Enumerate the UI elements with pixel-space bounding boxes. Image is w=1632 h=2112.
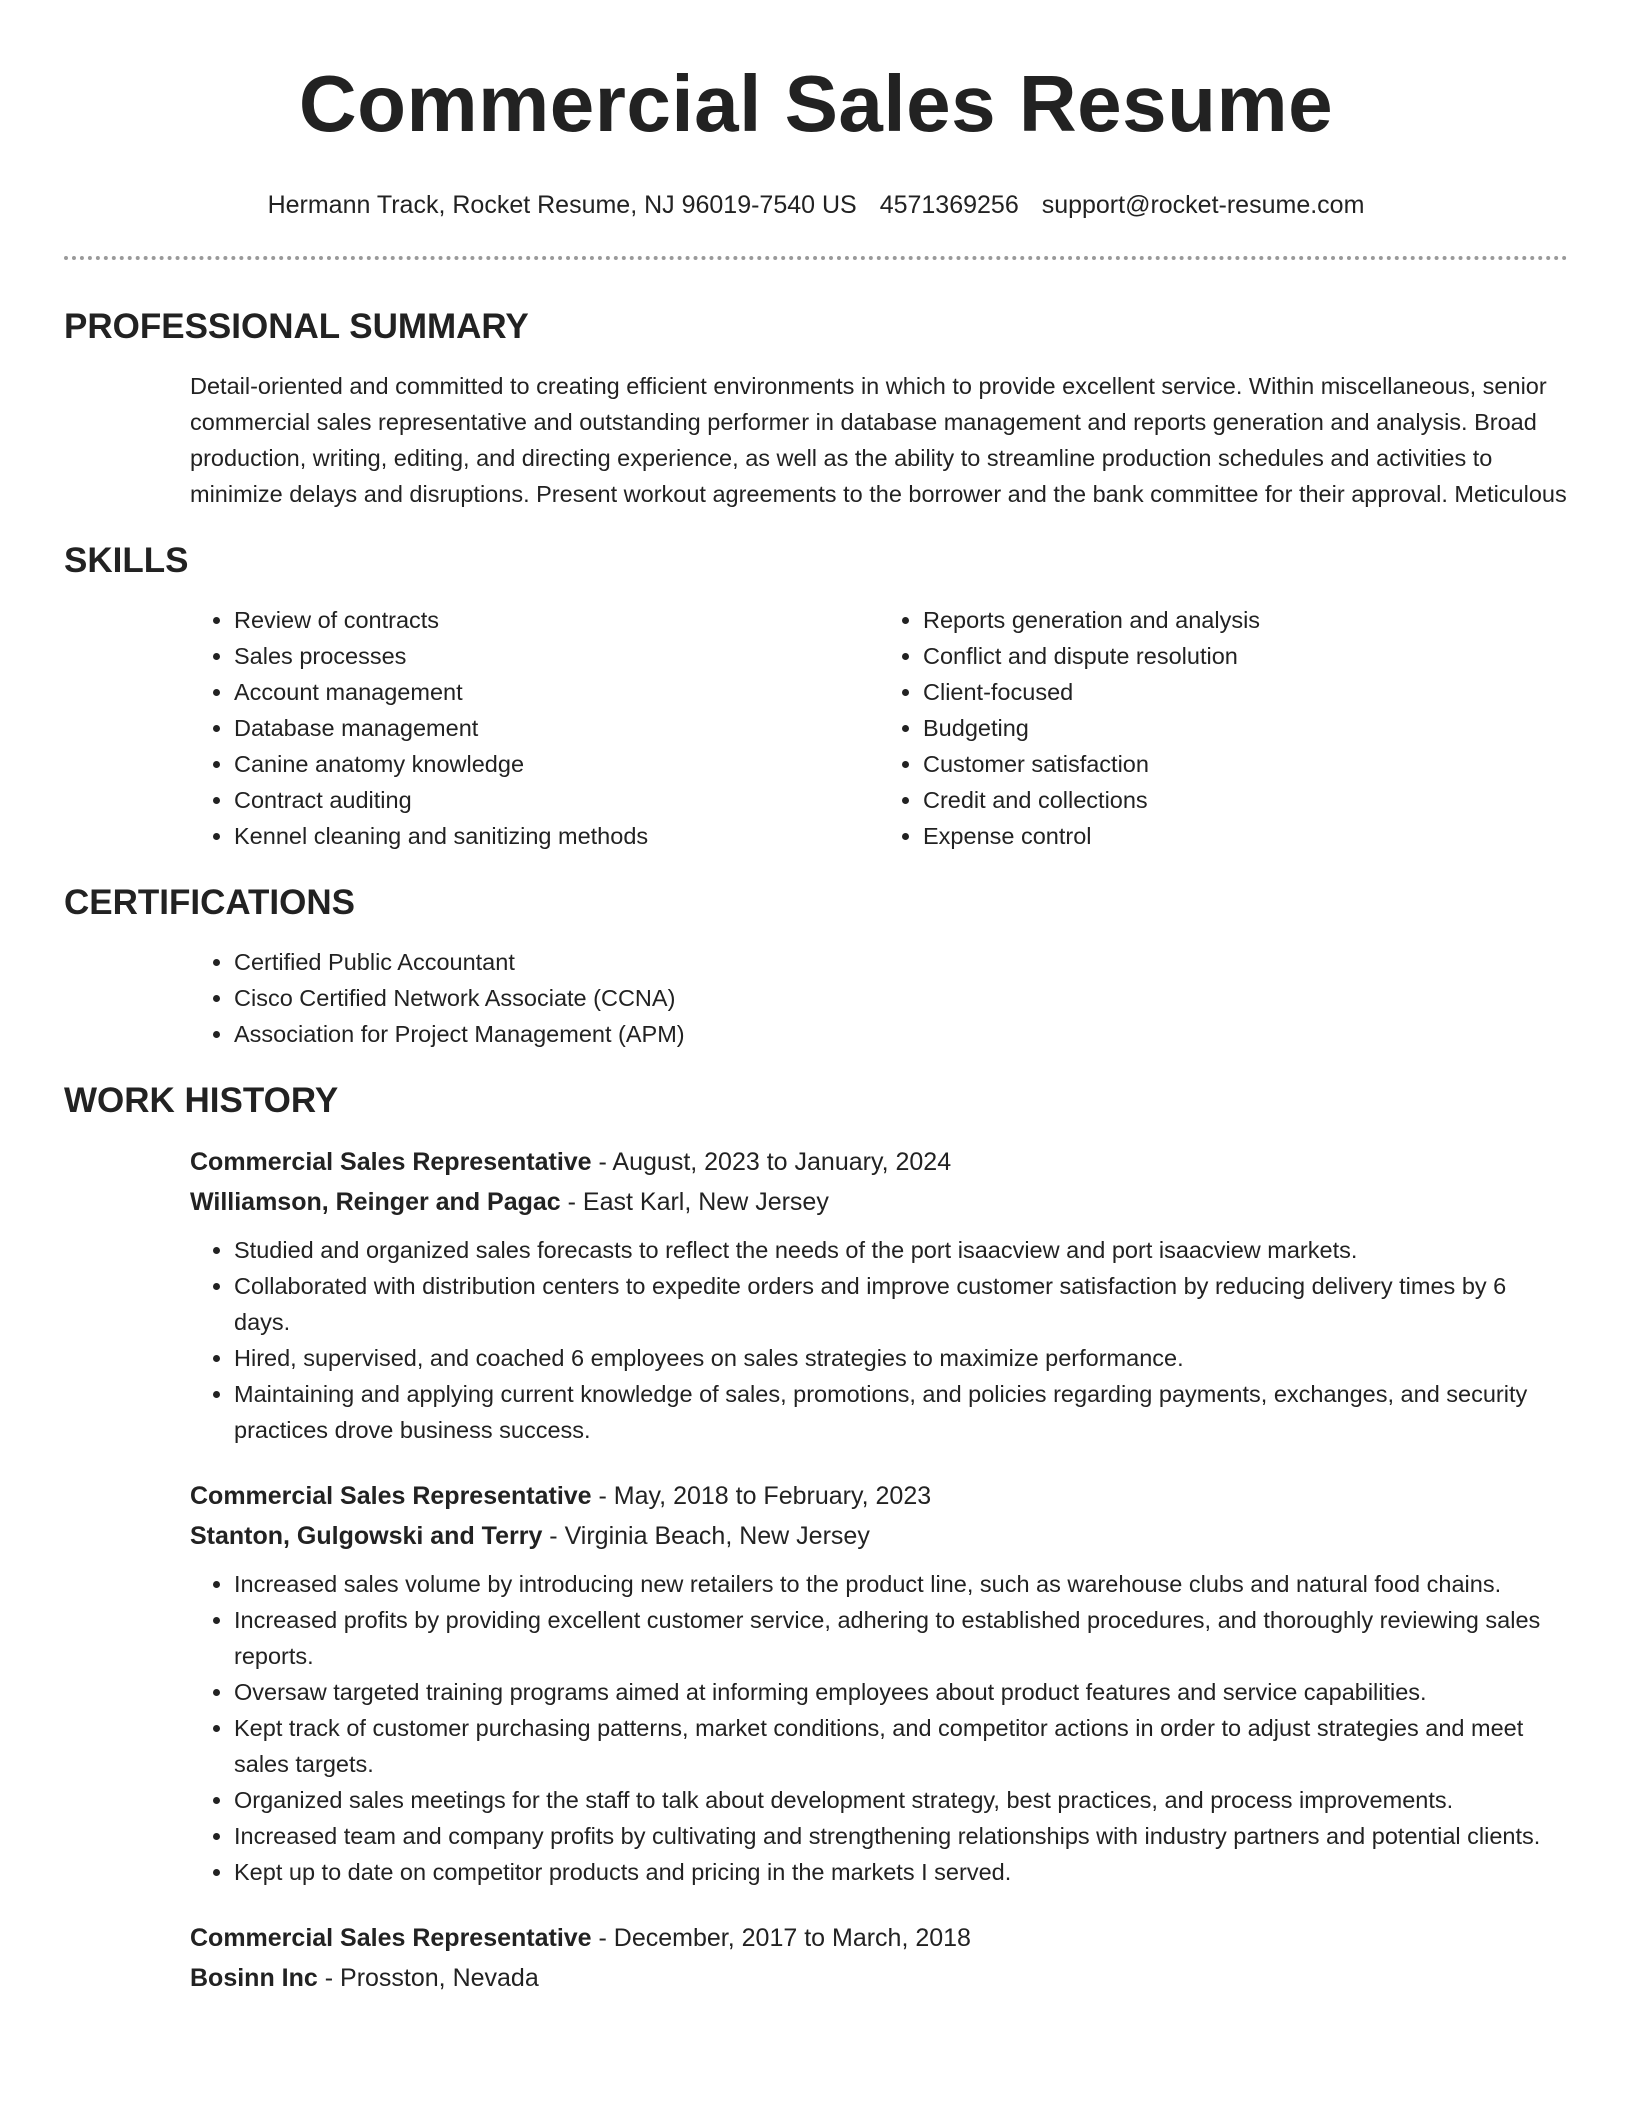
skill-item: • Kennel cleaning and sanitizing methods: [234, 818, 879, 854]
skill-item: • Credit and collections: [923, 782, 1568, 818]
skills-section: [64, 540, 1568, 854]
skills-list-right: [879, 602, 1568, 854]
certification-item: • Association for Project Management (APM): [234, 1016, 1568, 1052]
job-bullet: • Increased profits by providing excellent customer service, adhering to established procedures, and thoroughly reviewing sales reports.: [234, 1602, 1568, 1674]
job-company-line: [190, 1516, 1568, 1556]
skill-item: • Review of contracts: [234, 602, 879, 638]
skill-item: • Client-focused: [923, 674, 1568, 710]
job-bullets: [190, 1566, 1568, 1890]
job-company: Bosinn Inc: [190, 1964, 318, 1992]
skills-list-left: [190, 602, 879, 854]
job-title-line: [190, 1142, 1568, 1182]
skill-item: • Customer satisfaction: [923, 746, 1568, 782]
job-title: Commercial Sales Representative: [190, 1148, 592, 1176]
job-location: - East Karl, New Jersey: [560, 1188, 829, 1216]
job-company: Stanton, Gulgowski and Terry: [190, 1522, 543, 1550]
skill-item: • Contract auditing: [234, 782, 879, 818]
job-bullet: • Increased sales volume by introducing new retailers to the product line, such as warehouse clubs and natural food chains.: [234, 1566, 1568, 1602]
skill-item: • Account management: [234, 674, 879, 710]
phone: 4571369256: [879, 191, 1019, 219]
job-dates: - May, 2018 to February, 2023: [591, 1482, 932, 1510]
job-bullet: • Kept up to date on competitor products and pricing in the markets I served.: [234, 1854, 1568, 1890]
job-entry: [190, 1476, 1568, 1890]
resume-page: [64, 0, 1568, 2026]
job-title: Commercial Sales Representative: [190, 1482, 592, 1510]
work-heading: WORK HISTORY: [64, 1081, 339, 1120]
skill-item: • Budgeting: [923, 710, 1568, 746]
job-company-line: [190, 1182, 1568, 1222]
skills-columns: [190, 602, 1568, 854]
certification-item: • Certified Public Accountant: [234, 944, 1568, 980]
skill-item: • Reports generation and analysis: [923, 602, 1568, 638]
certification-item: • Cisco Certified Network Associate (CCNA): [234, 980, 1568, 1016]
job-bullet: • Maintaining and applying current knowledge of sales, promotions, and policies regarding payments, exchanges, and security practices drove business success.: [234, 1376, 1568, 1448]
certifications-list: [190, 944, 1568, 1052]
job-bullet: • Oversaw targeted training programs aimed at informing employees about product features and service capabilities.: [234, 1674, 1568, 1710]
header-divider: [64, 256, 1568, 260]
job-bullet: • Collaborated with distribution centers to expedite orders and improve customer satisfaction by reducing delivery times by 6 days.: [234, 1268, 1568, 1340]
work-history-list: [190, 1142, 1568, 1998]
contact-info: [64, 188, 1568, 222]
job-dates: - August, 2023 to January, 2024: [591, 1148, 952, 1176]
job-location: - Virginia Beach, New Jersey: [542, 1522, 870, 1550]
certifications-heading: CERTIFICATIONS: [64, 883, 356, 922]
skill-item: • Expense control: [923, 818, 1568, 854]
summary-section: [64, 306, 1568, 512]
skill-item: • Canine anatomy knowledge: [234, 746, 879, 782]
job-company: Williamson, Reinger and Pagac: [190, 1188, 561, 1216]
job-entry: [190, 1918, 1568, 1998]
skill-item: • Sales processes: [234, 638, 879, 674]
job-location: - Prosston, Nevada: [317, 1964, 539, 1992]
job-title: Commercial Sales Representative: [190, 1924, 592, 1952]
summary-text: Detail-oriented and committed to creating efficient environments in which to provide excellent service. Within miscellaneous, senior commercial sales representative and outstanding performer in database management and reports generation and analysis. Broad production, writing, editing, and directing experience, as well as the ability to streamline production schedules and activities to minimize delays and disruptions. Present workout agreements to the borrower and the bank committee for their approval. Meticulous: [190, 373, 1567, 507]
work-section: [64, 1080, 1568, 1998]
job-bullet: • Studied and organized sales forecasts to reflect the needs of the port isaacview and port isaacview markets.: [234, 1232, 1568, 1268]
job-bullet: • Kept track of customer purchasing patterns, market conditions, and competitor actions in order to adjust strategies and meet sales targets.: [234, 1710, 1568, 1782]
job-company-line: [190, 1958, 1568, 1998]
job-title-line: [190, 1918, 1568, 1958]
certifications-body: [190, 944, 1568, 1052]
job-bullets: [190, 1232, 1568, 1448]
job-entry: [190, 1142, 1568, 1448]
job-bullet: • Organized sales meetings for the staff to talk about development strategy, best practices, and process improvements.: [234, 1782, 1568, 1818]
job-bullet: • Hired, supervised, and coached 6 employees on sales strategies to maximize performance.: [234, 1340, 1568, 1376]
skills-heading: SKILLS: [64, 541, 189, 580]
email: support@rocket-resume.com: [1041, 191, 1365, 219]
address: Hermann Track, Rocket Resume, NJ 96019-7540 US: [267, 191, 857, 219]
skill-item: • Conflict and dispute resolution: [923, 638, 1568, 674]
certifications-section: [64, 882, 1568, 1052]
summary-heading: PROFESSIONAL SUMMARY: [64, 307, 529, 346]
job-bullet: • Increased team and company profits by cultivating and strengthening relationships with industry partners and potential clients.: [234, 1818, 1568, 1854]
page-title: Commercial Sales Resume: [298, 59, 1334, 148]
skill-item: • Database management: [234, 710, 879, 746]
job-dates: - December, 2017 to March, 2018: [591, 1924, 971, 1952]
job-title-line: [190, 1476, 1568, 1516]
